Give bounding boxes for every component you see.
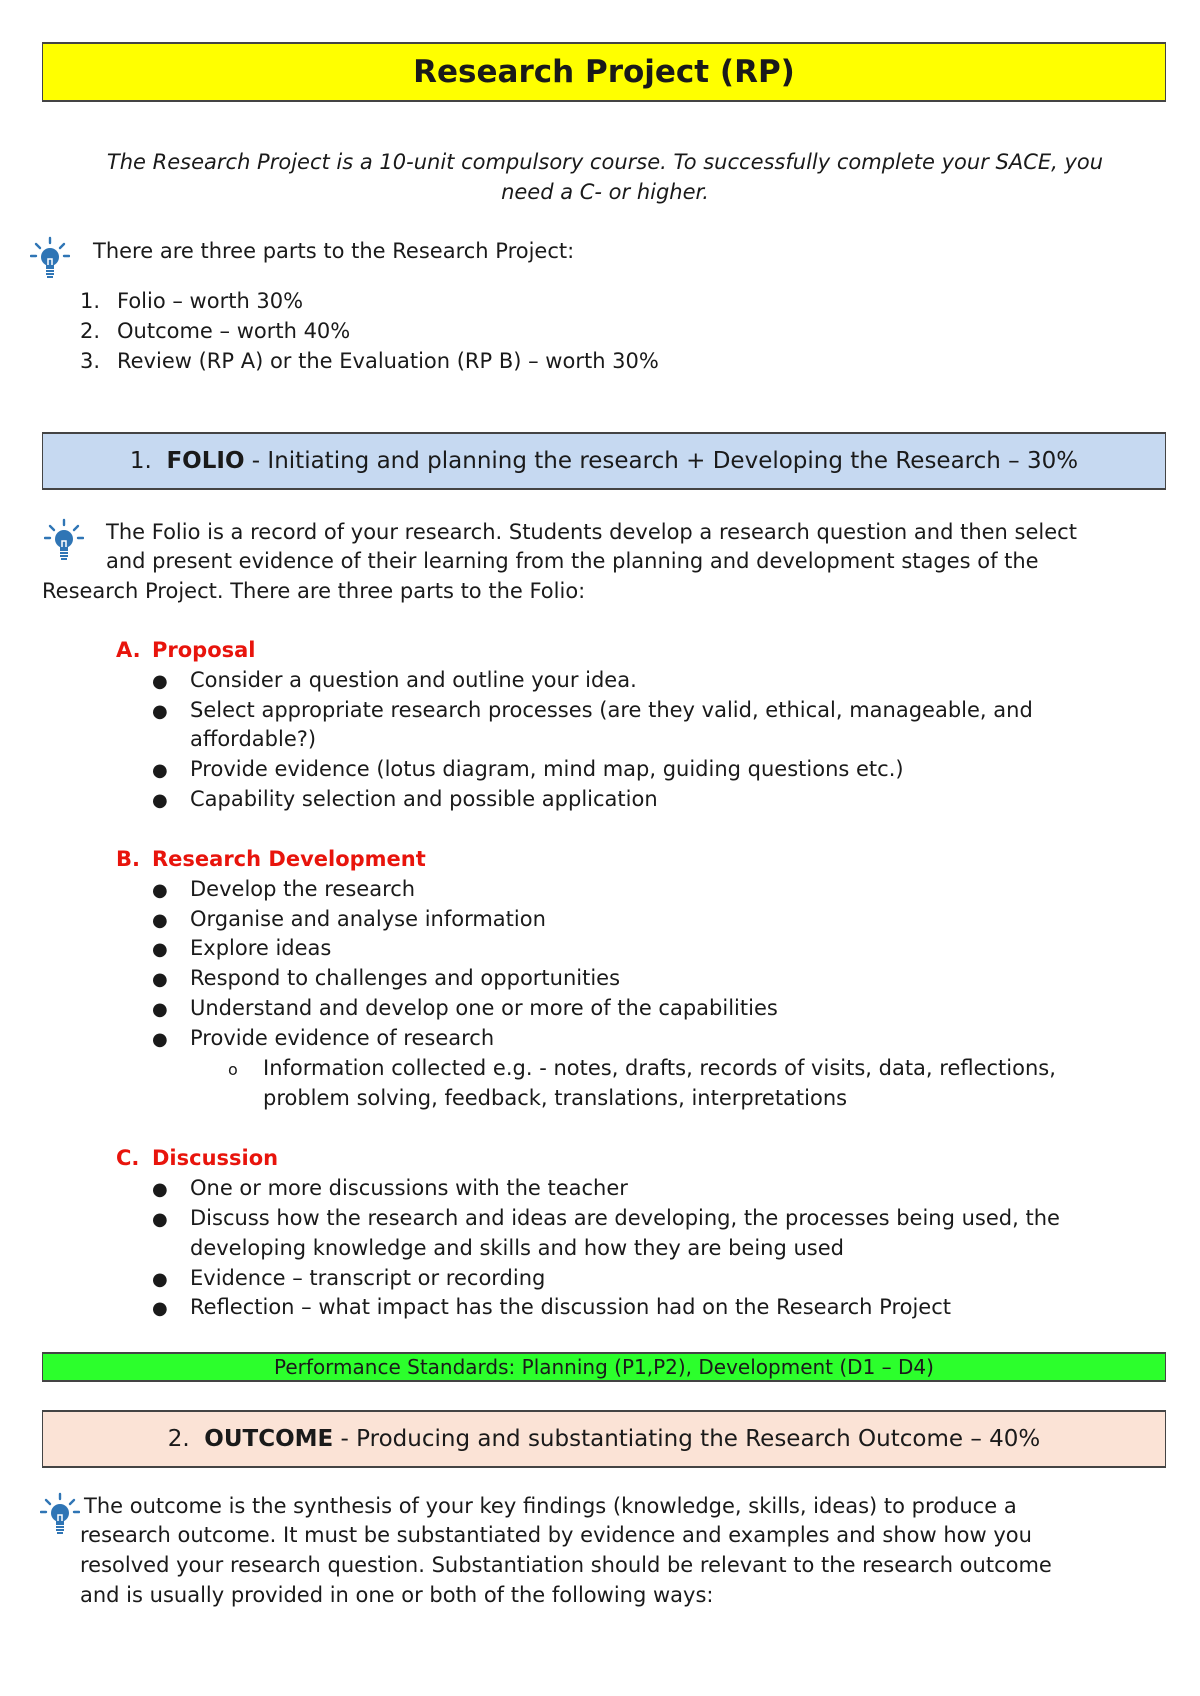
bullet-dot-icon: ●	[152, 760, 168, 781]
list-item: Evidence – transcript or recording	[190, 1266, 546, 1290]
list-item: Explore ideas	[190, 936, 332, 960]
list-item: Respond to challenges and opportunities	[190, 966, 621, 990]
folio-section-header	[42, 432, 1166, 490]
bullet-dot-icon: ●	[152, 910, 168, 931]
list-item: Discuss how the research and ideas are developing, the processes being used, the	[190, 1206, 1060, 1230]
list-number: 1.	[80, 289, 101, 313]
list-item: Folio – worth 30%	[117, 289, 304, 313]
bullet-dot-icon: ●	[152, 671, 168, 692]
list-item: Understand and develop one or more of the capabilities	[190, 996, 778, 1020]
list-item: Provide evidence (lotus diagram, mind map, guiding questions etc.)	[190, 757, 904, 781]
intro-line: The Research Project is a 10-unit compulsory course. To successfully complete your SACE, you	[106, 150, 1104, 174]
list-item: Capability selection and possible application	[190, 787, 658, 811]
section-name: FOLIO	[166, 448, 245, 474]
bullet-dot-icon: ●	[152, 969, 168, 990]
section-number: 1.	[129, 448, 152, 474]
bullet-dot-icon: ●	[152, 939, 168, 960]
sub-list-item-continued: problem solving, feedback, translations, interpretations	[263, 1086, 848, 1110]
list-number: 3.	[80, 349, 101, 373]
list-item: Consider a question and outline your idea.	[190, 668, 637, 692]
bullet-dot-icon: ●	[152, 1298, 168, 1319]
folio-paragraph-line: Research Project. There are three parts to the Folio:	[42, 579, 586, 603]
list-item: Select appropriate research processes (are they valid, ethical, manageable, and	[190, 698, 1033, 722]
development-heading	[116, 845, 426, 875]
outcome-paragraph-line: resolved your research question. Substantiation should be relevant to the research outcome	[80, 1553, 1052, 1577]
bullet-dot-icon: ●	[152, 1179, 168, 1200]
folio-paragraph-line: The Folio is a record of your research. Students develop a research question and then select	[106, 520, 1077, 544]
list-item: Provide evidence of research	[190, 1026, 495, 1050]
list-item: Outcome – worth 40%	[117, 319, 351, 343]
heading-text: Proposal	[152, 638, 256, 662]
section-number: 2.	[167, 1426, 190, 1452]
heading-text: Research Development	[152, 847, 426, 871]
bullet-dot-icon: ●	[152, 999, 168, 1020]
list-number: 2.	[80, 319, 101, 343]
outcome-section-header	[42, 1410, 1166, 1468]
outcome-paragraph-line: and is usually provided in one or both of the following ways:	[80, 1583, 714, 1607]
lightbulb-icon	[30, 236, 70, 282]
sub-list-item: Information collected e.g. - notes, drafts, records of visits, data, reflections,	[263, 1056, 1056, 1080]
section-name: OUTCOME	[204, 1426, 334, 1452]
list-item: Reflection – what impact has the discussion had on the Research Project	[190, 1295, 951, 1319]
section-subtitle: - Producing and substantiating the Research Outcome – 40%	[333, 1426, 1041, 1452]
list-item-continued: affordable?)	[190, 727, 317, 751]
bullet-dot-icon: ●	[152, 880, 168, 901]
list-item: Develop the research	[190, 877, 416, 901]
heading-letter: C.	[116, 1146, 140, 1170]
heading-text: Discussion	[152, 1146, 279, 1170]
intro-text	[60, 148, 1150, 207]
heading-letter: A.	[116, 638, 141, 662]
proposal-heading	[116, 636, 256, 666]
section-subtitle: - Initiating and planning the research + Developing the Research – 30%	[244, 448, 1079, 474]
list-item: Organise and analyse information	[190, 907, 546, 931]
performance-standards-bar: Performance Standards: Planning (P1,P2), Development (D1 – D4)	[42, 1352, 1166, 1382]
folio-paragraph-line: and present evidence of their learning from the planning and development stages of the	[106, 549, 1039, 573]
page-title: Research Project (RP)	[42, 42, 1166, 102]
outcome-paragraph-line: The outcome is the synthesis of your key findings (knowledge, skills, ideas) to produce a	[84, 1494, 1017, 1518]
list-item-continued: developing knowledge and skills and how they are being used	[190, 1236, 844, 1260]
outcome-paragraph-line: research outcome. It must be substantiated by evidence and examples and show how you	[80, 1523, 1032, 1547]
circle-bullet-icon: o	[228, 1060, 238, 1079]
lightbulb-icon	[40, 1492, 80, 1538]
bullet-dot-icon: ●	[152, 701, 168, 722]
lightbulb-icon	[44, 518, 84, 564]
list-item: Review (RP A) or the Evaluation (RP B) – worth 30%	[117, 349, 659, 373]
discussion-heading	[116, 1144, 278, 1174]
heading-letter: B.	[116, 847, 140, 871]
list-item: One or more discussions with the teacher	[190, 1176, 628, 1200]
parts-lead: There are three parts to the Research Project:	[93, 239, 575, 263]
bullet-dot-icon: ●	[152, 1029, 168, 1050]
bullet-dot-icon: ●	[152, 1209, 168, 1230]
intro-line: need a C- or higher.	[501, 179, 709, 204]
bullet-dot-icon: ●	[152, 1269, 168, 1290]
bullet-dot-icon: ●	[152, 790, 168, 811]
